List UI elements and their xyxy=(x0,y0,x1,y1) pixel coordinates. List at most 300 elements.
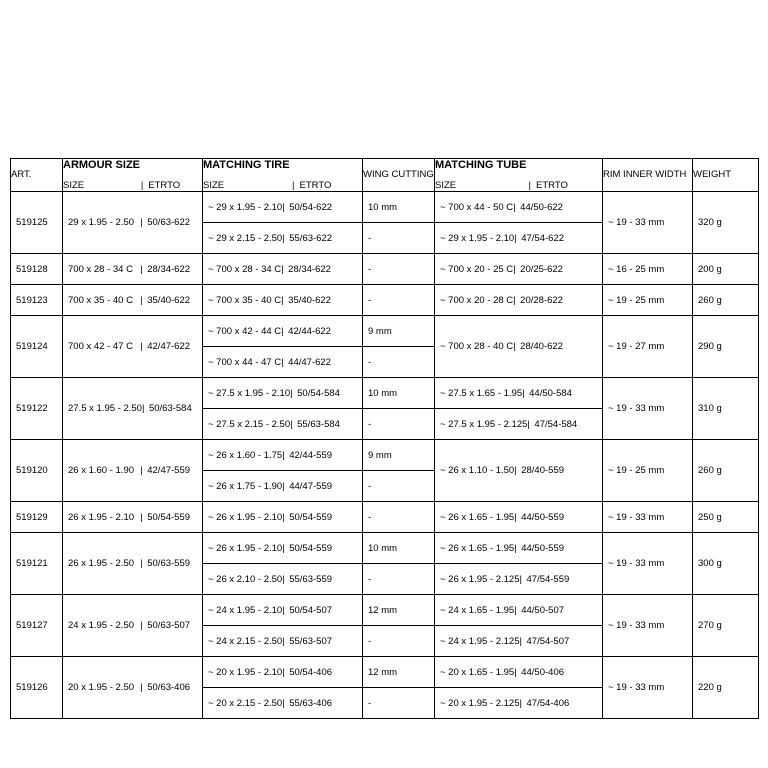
matching-tube-0-separator: | xyxy=(513,294,516,306)
matching-tube-0-etrto: 44/50-622 xyxy=(520,201,563,213)
rim-inner-width-value: ~ 19 - 25 mm xyxy=(608,465,665,477)
wing-cutting-value-1: - xyxy=(368,480,372,492)
list-item xyxy=(435,533,602,564)
wing-cutting-value-0: 9 mm xyxy=(368,449,392,461)
tire-list xyxy=(203,533,362,594)
armour-size-etrto: 28/34-622 xyxy=(147,263,191,275)
cell-matching-tire xyxy=(203,378,363,440)
weight-value: 270 g xyxy=(698,620,722,632)
matching-tube-1-etrto: 47/54-406 xyxy=(526,697,570,709)
matching-tube-0-etrto: 44/50-406 xyxy=(521,666,565,678)
header-tube-sub-size: SIZE xyxy=(435,180,457,192)
cell-art xyxy=(11,595,63,657)
matching-tire-0-size: ~ 20 x 1.95 - 2.10 xyxy=(208,666,283,678)
tire-list xyxy=(203,378,362,439)
list-item xyxy=(435,657,602,688)
matching-tire-0-size: ~ 27.5 x 1.95 - 2.10 xyxy=(208,387,291,399)
rim-inner-width-value: ~ 16 - 25 mm xyxy=(608,263,665,275)
armour-size-separator: | xyxy=(140,341,143,353)
matching-tube-0-separator: | xyxy=(514,465,517,477)
armour-size-size: 26 x 1.95 - 2.50 xyxy=(68,558,135,570)
matching-tire-1-etrto: 55/63-559 xyxy=(289,573,333,585)
cell-armour-size xyxy=(63,285,203,316)
rim-inner-width-value: ~ 19 - 33 mm xyxy=(608,511,665,523)
matching-tire-0 xyxy=(203,445,337,466)
armour-size-size: 27.5 x 1.95 - 2.50 xyxy=(68,403,142,415)
matching-tire-0-size: ~ 26 x 1.60 - 1.75 xyxy=(208,449,283,461)
armour-size-etrto: 50/63-406 xyxy=(147,682,191,694)
cell-art xyxy=(11,316,63,378)
armour-size-size: 700 x 35 - 40 C xyxy=(68,294,133,306)
matching-tube-0 xyxy=(435,197,568,218)
matching-tube-1-size: ~ 20 x 1.95 - 2.125 xyxy=(440,697,520,709)
cell-armour-size xyxy=(63,440,203,502)
cell-matching-tire xyxy=(203,285,363,316)
tube-list xyxy=(435,378,602,439)
matching-tube-0-separator: | xyxy=(513,263,516,275)
spec-table-container xyxy=(10,158,758,719)
table-row xyxy=(11,192,759,254)
wing-cutting-list xyxy=(363,595,434,656)
matching-tube-1 xyxy=(435,631,574,652)
header-matching-tube xyxy=(435,159,603,192)
cell-weight xyxy=(693,285,759,316)
matching-tube-0-size: ~ 700 x 20 - 28 C xyxy=(440,294,514,306)
cell-weight xyxy=(693,533,759,595)
list-item xyxy=(363,533,434,564)
cell-matching-tube xyxy=(435,192,603,254)
cell-wing-cutting xyxy=(363,657,435,719)
list-item xyxy=(435,564,602,594)
cell-art xyxy=(11,502,63,533)
wing-cutting-list xyxy=(363,440,434,501)
matching-tire-1 xyxy=(203,631,337,652)
spec-table xyxy=(10,158,759,719)
matching-tube-1-etrto: 47/54-622 xyxy=(521,232,565,244)
matching-tire-1 xyxy=(203,228,337,249)
art-number: 519129 xyxy=(16,511,48,523)
matching-tire-0 xyxy=(203,507,337,528)
list-item xyxy=(435,626,602,656)
cell-matching-tire xyxy=(203,316,363,378)
cell-art xyxy=(11,533,63,595)
wing-cutting-value-1: - xyxy=(368,573,372,585)
cell-armour-size xyxy=(63,316,203,378)
header-rim-inner-width: RIM INNER WIDTH xyxy=(603,159,693,192)
matching-tube-0-size: ~ 26 x 1.10 - 1.50 xyxy=(440,465,515,477)
tire-list xyxy=(203,440,362,501)
cell-wing-cutting xyxy=(363,502,435,533)
armour-size xyxy=(63,507,202,528)
matching-tube-0 xyxy=(435,507,569,528)
matching-tube-0-size: ~ 26 x 1.65 - 1.95 xyxy=(440,511,515,523)
list-item xyxy=(363,688,434,718)
list-item xyxy=(435,688,602,718)
cell-matching-tube xyxy=(435,440,603,502)
wing-cutting-list xyxy=(363,254,434,284)
matching-tire-1-separator: | xyxy=(290,418,293,430)
matching-tube-0-separator: | xyxy=(514,604,517,616)
matching-tire-0-etrto: 50/54-584 xyxy=(297,387,340,399)
armour-size-size: 700 x 28 - 34 C xyxy=(68,263,133,275)
armour-size-separator: | xyxy=(140,620,143,632)
tire-list xyxy=(203,657,362,718)
matching-tire-0 xyxy=(203,383,345,404)
art-number: 519120 xyxy=(16,465,48,477)
cell-matching-tube xyxy=(435,595,603,657)
armour-size xyxy=(63,677,202,698)
armour-size-size: 24 x 1.95 - 2.50 xyxy=(68,620,135,632)
cell-matching-tube xyxy=(435,316,603,378)
matching-tube-1-etrto: 47/54-584 xyxy=(534,418,578,430)
wing-cutting-value-0: 9 mm xyxy=(368,325,392,337)
matching-tube-0 xyxy=(435,600,569,621)
matching-tire-0-separator: | xyxy=(281,325,284,337)
cell-armour-size xyxy=(63,502,203,533)
list-item xyxy=(363,192,434,223)
matching-tube-0-etrto: 28/40-559 xyxy=(521,465,565,477)
matching-tire-0 xyxy=(203,321,336,342)
armour-size-size: 29 x 1.95 - 2.50 xyxy=(68,217,135,229)
cell-armour-size xyxy=(63,254,203,285)
cell-matching-tube xyxy=(435,254,603,285)
cell-matching-tire xyxy=(203,440,363,502)
matching-tube-0-etrto: 28/40-622 xyxy=(520,341,563,353)
matching-tire-1 xyxy=(203,569,337,590)
armour-size xyxy=(63,615,202,636)
matching-tube-0-separator: | xyxy=(513,201,516,213)
list-item xyxy=(435,317,602,377)
tire-list xyxy=(203,192,362,253)
armour-size-etrto: 42/47-559 xyxy=(147,465,191,477)
cell-armour-size xyxy=(63,595,203,657)
header-art: ART. xyxy=(11,159,63,192)
matching-tube-0-etrto: 44/50-584 xyxy=(529,387,572,399)
cell-weight xyxy=(693,378,759,440)
list-item xyxy=(435,409,602,439)
table-row xyxy=(11,533,759,595)
matching-tube-0 xyxy=(435,538,569,559)
matching-tire-1-etrto: 44/47-559 xyxy=(289,480,333,492)
list-item xyxy=(203,192,362,223)
matching-tire-0 xyxy=(203,197,337,218)
list-item xyxy=(363,626,434,656)
weight-value: 320 g xyxy=(698,217,722,229)
list-item xyxy=(363,409,434,439)
list-item xyxy=(203,502,362,532)
matching-tube-1-size: ~ 26 x 1.95 - 2.125 xyxy=(440,573,520,585)
armour-size-size: 26 x 1.60 - 1.90 xyxy=(68,465,135,477)
list-item xyxy=(435,595,602,626)
wing-cutting-list xyxy=(363,316,434,377)
matching-tube-0 xyxy=(435,662,569,683)
header-armour-sub xyxy=(63,180,202,191)
armour-size xyxy=(63,398,202,419)
matching-tire-1-etrto: 55/63-584 xyxy=(297,418,340,430)
matching-tire-1-size: ~ 20 x 2.15 - 2.50 xyxy=(208,697,283,709)
matching-tube-1 xyxy=(435,228,569,249)
list-item xyxy=(363,223,434,253)
cell-matching-tire xyxy=(203,595,363,657)
armour-size-etrto: 50/63-507 xyxy=(147,620,191,632)
tube-list xyxy=(435,317,602,377)
list-item xyxy=(435,378,602,409)
tire-list xyxy=(203,502,362,532)
wing-cutting-value-0: 12 mm xyxy=(368,604,398,616)
cell-art xyxy=(11,285,63,316)
tube-list xyxy=(435,254,602,284)
wing-cutting-list xyxy=(363,378,434,439)
art-number: 519125 xyxy=(16,217,48,229)
matching-tire-1 xyxy=(203,693,337,714)
cell-art xyxy=(11,657,63,719)
matching-tube-0 xyxy=(435,290,568,311)
cell-rim-inner-width xyxy=(603,192,693,254)
art-number: 519128 xyxy=(16,263,48,275)
wing-cutting-value-0: - xyxy=(368,263,372,275)
weight-value: 290 g xyxy=(698,341,722,353)
matching-tube-0-etrto: 20/25-622 xyxy=(520,263,563,275)
weight-value: 260 g xyxy=(698,465,722,477)
armour-size-separator: | xyxy=(140,511,143,523)
table-row xyxy=(11,316,759,378)
header-tube-sub-etrto: ETRTO xyxy=(535,180,568,192)
cell-art xyxy=(11,378,63,440)
cell-weight xyxy=(693,502,759,533)
cell-rim-inner-width xyxy=(603,595,693,657)
table-row xyxy=(11,440,759,502)
weight-value: 310 g xyxy=(698,403,722,415)
list-item xyxy=(363,378,434,409)
list-item xyxy=(203,378,362,409)
wing-cutting-value-1: - xyxy=(368,697,372,709)
matching-tube-1-size: ~ 27.5 x 1.95 - 2.125 xyxy=(440,418,528,430)
armour-size-separator: | xyxy=(140,217,143,229)
matching-tube-0-separator: | xyxy=(514,542,517,554)
cell-armour-size xyxy=(63,378,203,440)
rim-inner-width-value: ~ 19 - 33 mm xyxy=(608,682,665,694)
cell-matching-tire xyxy=(203,502,363,533)
cell-rim-inner-width xyxy=(603,533,693,595)
armour-size xyxy=(63,460,202,481)
header-tube-sub xyxy=(435,180,602,191)
matching-tire-1-separator: | xyxy=(281,356,284,368)
list-item xyxy=(435,441,602,501)
header-wing-cutting: WING CUTTING xyxy=(363,159,435,192)
tire-list xyxy=(203,595,362,656)
table-row xyxy=(11,285,759,316)
cell-wing-cutting xyxy=(363,254,435,285)
list-item xyxy=(363,440,434,471)
matching-tube-0 xyxy=(435,460,569,481)
matching-tire-1-size: ~ 26 x 1.75 - 1.90 xyxy=(208,480,283,492)
list-item xyxy=(203,440,362,471)
header-weight: WEIGHT xyxy=(693,159,759,192)
matching-tire-0 xyxy=(203,538,337,559)
header-armour-sub-etrto: ETRTO xyxy=(148,180,181,192)
matching-tube-0-size: ~ 27.5 x 1.65 - 1.95 xyxy=(440,387,523,399)
cell-armour-size xyxy=(63,657,203,719)
matching-tire-0-separator: | xyxy=(282,201,285,213)
armour-size-separator: | xyxy=(141,403,145,415)
list-item xyxy=(363,564,434,594)
wing-cutting-list xyxy=(363,285,434,315)
cell-wing-cutting xyxy=(363,378,435,440)
header-tube-separator: | xyxy=(528,180,531,192)
list-item xyxy=(203,688,362,718)
rim-inner-width-value: ~ 19 - 33 mm xyxy=(608,217,665,229)
armour-size-separator: | xyxy=(140,465,143,477)
cell-art xyxy=(11,192,63,254)
list-item xyxy=(363,316,434,347)
cell-wing-cutting xyxy=(363,533,435,595)
matching-tire-1 xyxy=(203,414,345,435)
cell-matching-tube xyxy=(435,657,603,719)
weight-value: 300 g xyxy=(698,558,722,570)
weight-value: 250 g xyxy=(698,511,722,523)
matching-tire-0-separator: | xyxy=(282,511,285,523)
matching-tube-0 xyxy=(435,383,577,404)
list-item xyxy=(203,471,362,501)
tube-list xyxy=(435,502,602,532)
list-item xyxy=(203,595,362,626)
matching-tire-0-separator: | xyxy=(290,387,293,399)
matching-tire-0-separator: | xyxy=(282,449,285,461)
table-row xyxy=(11,254,759,285)
wing-cutting-value-1: - xyxy=(368,232,372,244)
cell-wing-cutting xyxy=(363,595,435,657)
armour-size-etrto: 50/54-559 xyxy=(147,511,191,523)
tube-list xyxy=(435,285,602,315)
wing-cutting-value-0: - xyxy=(368,294,372,306)
table-row xyxy=(11,657,759,719)
cell-art xyxy=(11,254,63,285)
art-number: 519124 xyxy=(16,341,48,353)
matching-tube-0-separator: | xyxy=(514,666,517,678)
armour-size-separator: | xyxy=(140,263,143,275)
matching-tube-0-size: ~ 700 x 20 - 25 C xyxy=(440,263,514,275)
matching-tire-0-etrto: 42/44-559 xyxy=(289,449,333,461)
matching-tube-0 xyxy=(435,336,568,357)
cell-rim-inner-width xyxy=(603,657,693,719)
list-item xyxy=(203,316,362,347)
armour-size-etrto: 35/40-622 xyxy=(147,294,191,306)
matching-tire-0 xyxy=(203,290,336,311)
matching-tire-1 xyxy=(203,476,337,497)
tire-list xyxy=(203,316,362,377)
list-item xyxy=(363,595,434,626)
matching-tire-1-size: ~ 26 x 2.10 - 2.50 xyxy=(208,573,283,585)
table-row xyxy=(11,595,759,657)
matching-tube-0-size: ~ 26 x 1.65 - 1.95 xyxy=(440,542,515,554)
matching-tube-0-etrto: 20/28-622 xyxy=(520,294,563,306)
art-number: 519126 xyxy=(16,682,48,694)
list-item xyxy=(203,564,362,594)
matching-tire-0-separator: | xyxy=(282,542,285,554)
cell-weight xyxy=(693,316,759,378)
matching-tire-0-size: ~ 700 x 42 - 44 C xyxy=(208,325,282,337)
matching-tube-0-etrto: 44/50-559 xyxy=(521,511,565,523)
tube-list xyxy=(435,595,602,656)
table-header-row xyxy=(11,159,759,192)
cell-matching-tire xyxy=(203,533,363,595)
matching-tube-1-separator: | xyxy=(519,697,522,709)
matching-tire-1-separator: | xyxy=(282,635,285,647)
matching-tire-0-size: ~ 700 x 35 - 40 C xyxy=(208,294,282,306)
matching-tube-1-separator: | xyxy=(519,635,522,647)
cell-art xyxy=(11,440,63,502)
header-matching-tire-title: MATCHING TIRE xyxy=(203,159,290,171)
list-item xyxy=(363,254,434,284)
list-item xyxy=(435,502,602,532)
armour-size-separator: | xyxy=(140,558,143,570)
matching-tube-1-separator: | xyxy=(514,232,517,244)
wing-cutting-value-0: 10 mm xyxy=(368,201,398,213)
weight-value: 260 g xyxy=(698,294,722,306)
list-item xyxy=(363,471,434,501)
armour-size xyxy=(63,336,202,357)
cell-matching-tube xyxy=(435,378,603,440)
matching-tire-0 xyxy=(203,662,337,683)
matching-tire-1-size: ~ 700 x 44 - 47 C xyxy=(208,356,282,368)
cell-matching-tube xyxy=(435,285,603,316)
matching-tire-1-etrto: 55/63-406 xyxy=(289,697,333,709)
list-item xyxy=(203,533,362,564)
matching-tire-0-separator: | xyxy=(281,263,284,275)
cell-matching-tube xyxy=(435,502,603,533)
matching-tire-0-etrto: 50/54-559 xyxy=(289,511,333,523)
matching-tire-0-etrto: 50/54-559 xyxy=(289,542,333,554)
armour-size xyxy=(63,259,202,280)
cell-rim-inner-width xyxy=(603,254,693,285)
cell-wing-cutting xyxy=(363,285,435,316)
wing-cutting-list xyxy=(363,657,434,718)
cell-matching-tire xyxy=(203,254,363,285)
table-header xyxy=(11,159,759,192)
matching-tube-0-separator: | xyxy=(522,387,525,399)
wing-cutting-value-1: - xyxy=(368,356,372,368)
matching-tire-1-etrto: 55/63-507 xyxy=(289,635,333,647)
matching-tire-1-size: ~ 29 x 2.15 - 2.50 xyxy=(208,232,283,244)
header-armour-separator: | xyxy=(140,180,144,192)
matching-tire-0-size: ~ 29 x 1.95 - 2.10 xyxy=(208,201,283,213)
matching-tire-1 xyxy=(203,352,336,373)
matching-tire-1-etrto: 44/47-622 xyxy=(288,356,331,368)
list-item xyxy=(435,254,602,284)
tube-list xyxy=(435,192,602,253)
matching-tire-1-separator: | xyxy=(282,573,285,585)
tube-list xyxy=(435,441,602,501)
rim-inner-width-value: ~ 19 - 33 mm xyxy=(608,558,665,570)
armour-size xyxy=(63,212,202,233)
weight-value: 220 g xyxy=(698,682,722,694)
header-armour-size-title: ARMOUR SIZE xyxy=(63,159,140,171)
matching-tire-1-separator: | xyxy=(282,480,285,492)
list-item xyxy=(203,409,362,439)
matching-tire-0-etrto: 50/54-622 xyxy=(289,201,333,213)
armour-size-size: 700 x 42 - 47 C xyxy=(68,341,133,353)
armour-size-etrto: 50/63-559 xyxy=(147,558,191,570)
matching-tire-0-separator: | xyxy=(281,294,284,306)
table-body xyxy=(11,192,759,719)
matching-tube-1-separator: | xyxy=(527,418,530,430)
list-item xyxy=(363,502,434,532)
cell-wing-cutting xyxy=(363,316,435,378)
wing-cutting-value-0: 10 mm xyxy=(368,387,398,399)
matching-tube-1 xyxy=(435,414,582,435)
armour-size xyxy=(63,290,202,311)
weight-value: 200 g xyxy=(698,263,722,275)
